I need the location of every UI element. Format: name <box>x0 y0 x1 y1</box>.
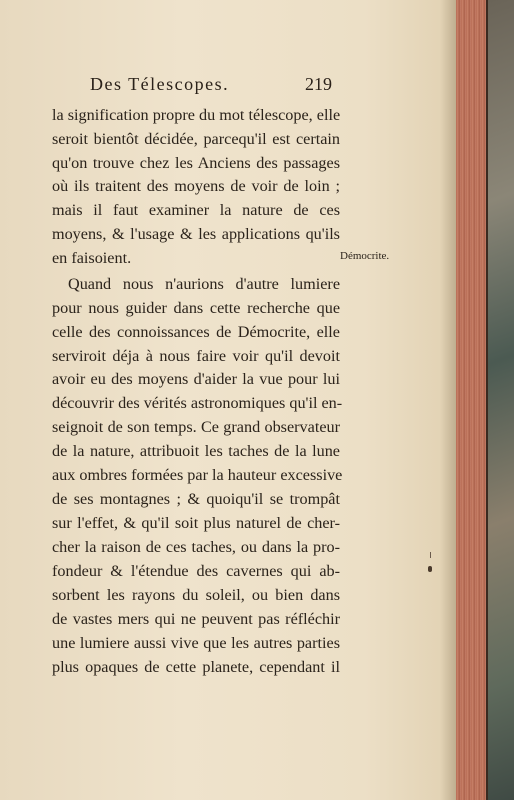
text-line: seignoit de son temps. Ce grand observateur <box>52 418 340 436</box>
book-cover <box>486 0 514 800</box>
text-line: moyens, & l'usage & les applications qu'ils <box>52 225 340 243</box>
text-line: avoir eu des moyens d'aider la vue pour lui <box>52 370 340 388</box>
ink-mark <box>430 552 431 558</box>
text-line: pour nous guider dans cette recherche que <box>52 299 340 317</box>
gutter-shadow <box>440 0 456 800</box>
text-line: cher la raison de ces taches, ou dans la pro- <box>52 538 340 556</box>
marginal-note: Démocrite. <box>340 250 390 262</box>
text-line: sur l'effet, & qu'il soit plus naturel de cher- <box>52 514 340 532</box>
page-number: 219 <box>305 74 332 94</box>
text-line: celle des connoissances de Démocrite, elle <box>52 323 340 341</box>
text-line: de la nature, attribuoit les taches de la lune <box>52 442 340 460</box>
text-line: découvrir des vérités astronomiques qu'il en- <box>52 394 343 412</box>
text-line: seroit bientôt décidée, parcequ'il est certain <box>52 130 340 148</box>
text-line: sorbent les rayons du soleil, ou bien dans <box>52 586 340 604</box>
running-title: Des Télescopes. <box>90 74 230 94</box>
text-line: une lumiere aussi vive que les autres parties <box>52 634 340 652</box>
text-line: mais il faut examiner la nature de ces <box>52 201 340 219</box>
text-line: fondeur & l'étendue des cavernes qui ab- <box>52 562 340 580</box>
text-line: la signification propre du mot télescope, elle <box>52 106 341 124</box>
text-line: de vastes mers qui ne peuvent pas réfléchir <box>52 610 340 628</box>
text-line: où ils traitent des moyens de voir de loin ; <box>52 177 340 195</box>
text-line: qu'on trouve chez les Anciens des passages <box>52 154 340 172</box>
ink-mark <box>428 566 432 572</box>
text-line: aux ombres formées par la hauteur excessive <box>52 466 343 484</box>
text-line: serviroit déja à nous faire voir qu'il devoit <box>52 347 340 365</box>
text-line: plus opaques de cette planete, cependant il <box>52 658 340 676</box>
text-line: de ses montagnes ; & quoiqu'il se trompât <box>52 490 340 508</box>
text-line: Quand nous n'aurions d'autre lumiere <box>68 275 340 293</box>
text-line: en faisoient. <box>52 249 132 267</box>
